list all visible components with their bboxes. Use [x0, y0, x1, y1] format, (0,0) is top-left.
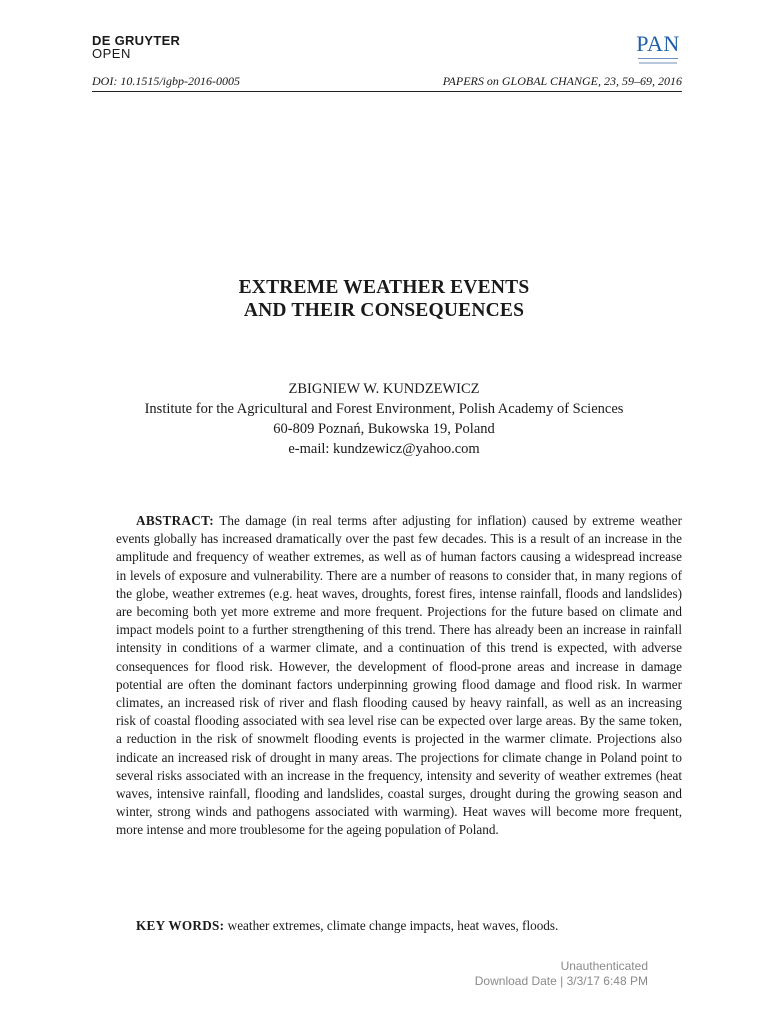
author-affiliation: Institute for the Agricultural and Forest Environment, Polish Academy of Sciences [144, 401, 624, 417]
keywords-label: KEY WORDS: [136, 918, 225, 933]
pan-logo [633, 32, 683, 74]
publisher-logo [92, 34, 180, 60]
download-footer [475, 959, 648, 989]
header-divider [92, 91, 682, 92]
doi: DOI: 10.1515/igbp-2016-0005 [92, 74, 240, 88]
journal-citation: PAPERS on GLOBAL CHANGE, 23, 59–69, 2016 [442, 74, 682, 88]
abstract-label: ABSTRACT: [136, 513, 214, 528]
auth-status: Unauthenticated [560, 959, 648, 973]
title-line-2: AND THEIR CONSEQUENCES [243, 300, 525, 321]
title-line-1: EXTREME WEATHER EVENTS [238, 277, 530, 298]
author-name: ZBIGNIEW W. KUNDZEWICZ [288, 381, 480, 397]
author-block [0, 379, 768, 459]
download-date: Download Date | 3/3/17 6:48 PM [474, 974, 648, 988]
abstract-text: The damage (in real terms after adjusting for inflation) caused by extreme weather events globally has increased dramatically over the past few decades. This is a result of an increase in the amplitude and frequency of weather extremes, as well as of human factors causing a widespread increase in levels of exposure and vulnerability. There are a number of reasons to consider that, in many regions of the globe, weather extremes (e.g. heat waves, droughts, forest fires, intense rainfall, floods and landslides) are becoming both yet more extreme and more frequent. Projections for the future based on climate and impact models point to a further strengthening of this trend. There has already been an increase in rainfall intensity in conditions of a warmer climate, and a continuation of this trend is expected, with adverse consequences for flood risk. However, the development of flood-prone areas and increase in damage potential are often the dominant factors underpinning growing flood damage and flood risk. In warmer climates, an increased risk of river and flash flooding caused by heavy rainfall, as well as an increasing risk of coastal flooding associated with sea level rise can be expected over large areas. By the same token, a reduction in the risk of snowmelt flooding events is projected in the warmer climate. Projections also indicate an increased risk of drought in many areas. The projections for climate change in Poland point to several risks associated with an increase in the frequency, intensity and severity of weather extremes (heat waves, intensive rainfall, flooding and landslides, coastal surges, drought during the growing season and winter, strong winds and pathogens associated with warming). Heat waves will become more frequent, more intense and more troublesome for the ageing population of Poland. [116, 513, 682, 838]
author-email: e-mail: kundzewicz@yahoo.com [288, 441, 480, 457]
abstract [116, 512, 682, 840]
pan-logo-rule [638, 58, 678, 59]
running-header [92, 74, 682, 89]
author-address: 60-809 Poznań, Bukowska 19, Poland [273, 421, 495, 437]
publisher-name: DE GRUYTER [92, 33, 181, 48]
keywords-text: weather extremes, climate change impacts, heat waves, floods. [227, 918, 559, 933]
pan-logo-text: PAN [636, 31, 680, 56]
pan-logo-subline [639, 62, 677, 64]
keywords [116, 917, 682, 935]
abstract-paragraph [116, 512, 682, 840]
paper-title [0, 276, 768, 322]
publisher-sub: OPEN [92, 46, 131, 61]
